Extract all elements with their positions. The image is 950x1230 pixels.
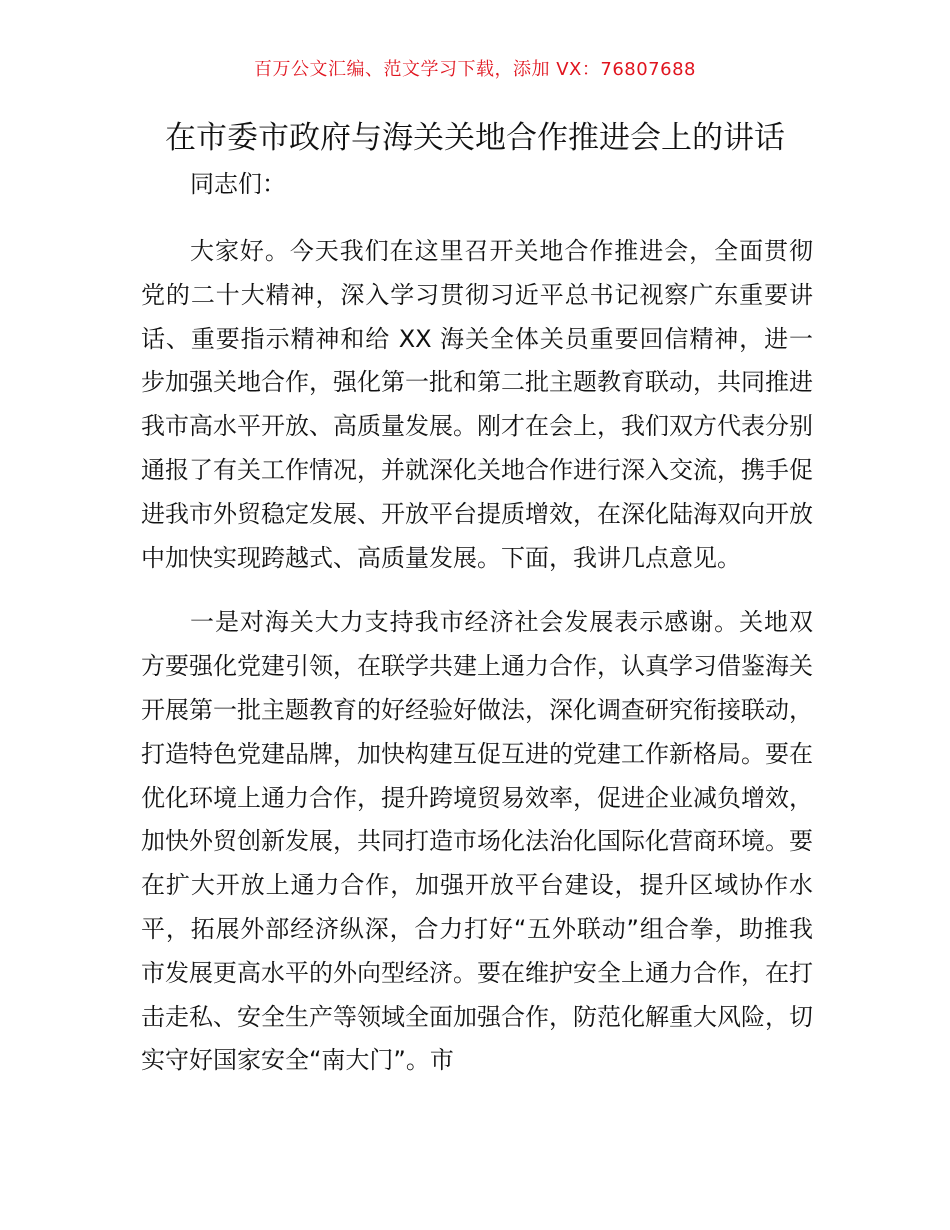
promo-banner: 百万公文汇编、范文学习下载，添加 VX：76807688 [254, 59, 696, 80]
document-body [141, 162, 813, 1083]
document-title: 在市委市政府与海关关地合作推进会上的讲话 [165, 120, 785, 156]
salutation: 同志们： [190, 170, 286, 198]
paragraph-opening: 大家好。今天我们在这里召开关地合作推进会，全面贯彻党的二十大精神，深入学习贯彻习近平总书记视察广东重要讲话、重要指示精神和给 XX 海关全体关员重要回信精神，进一步加强关地合作，强化第一批和第二批主题教育联动，共同推进我市高水平开放、高质量发展。刚才在会上，我们双方代表分别通报了有关工作情况，并就深化关地合作进行深入交流，携手促进我市外贸稳定发展、开放平台提质增效，在深化陆海双向开放中加快实现跨越式、高质量发展。下面，我讲几点意见。 [141, 237, 813, 572]
paragraph-point-one: 一是对海关大力支持我市经济社会发展表示感谢。关地双方要强化党建引领，在联学共建上通力合作，认真学习借鉴海关开展第一批主题教育的好经验好做法，深化调查研究衔接联动，打造特色党建品牌，加快构建互促互进的党建工作新格局。要在优化环境上通力合作，提升跨境贸易效率，促进企业减负增效，加快外贸创新发展，共同打造市场化法治化国际化营商环境。要在扩大开放上通力合作，加强开放平台建设，提升区域协作水平，拓展外部经济纵深，合力打好“五外联动”组合拳，助推我市发展更高水平的外向型经济。要在维护安全上通力合作，在打击走私、安全生产等领域全面加强合作，防范化解重大风险，切实守好国家安全“南大门”。市 [141, 608, 813, 1075]
